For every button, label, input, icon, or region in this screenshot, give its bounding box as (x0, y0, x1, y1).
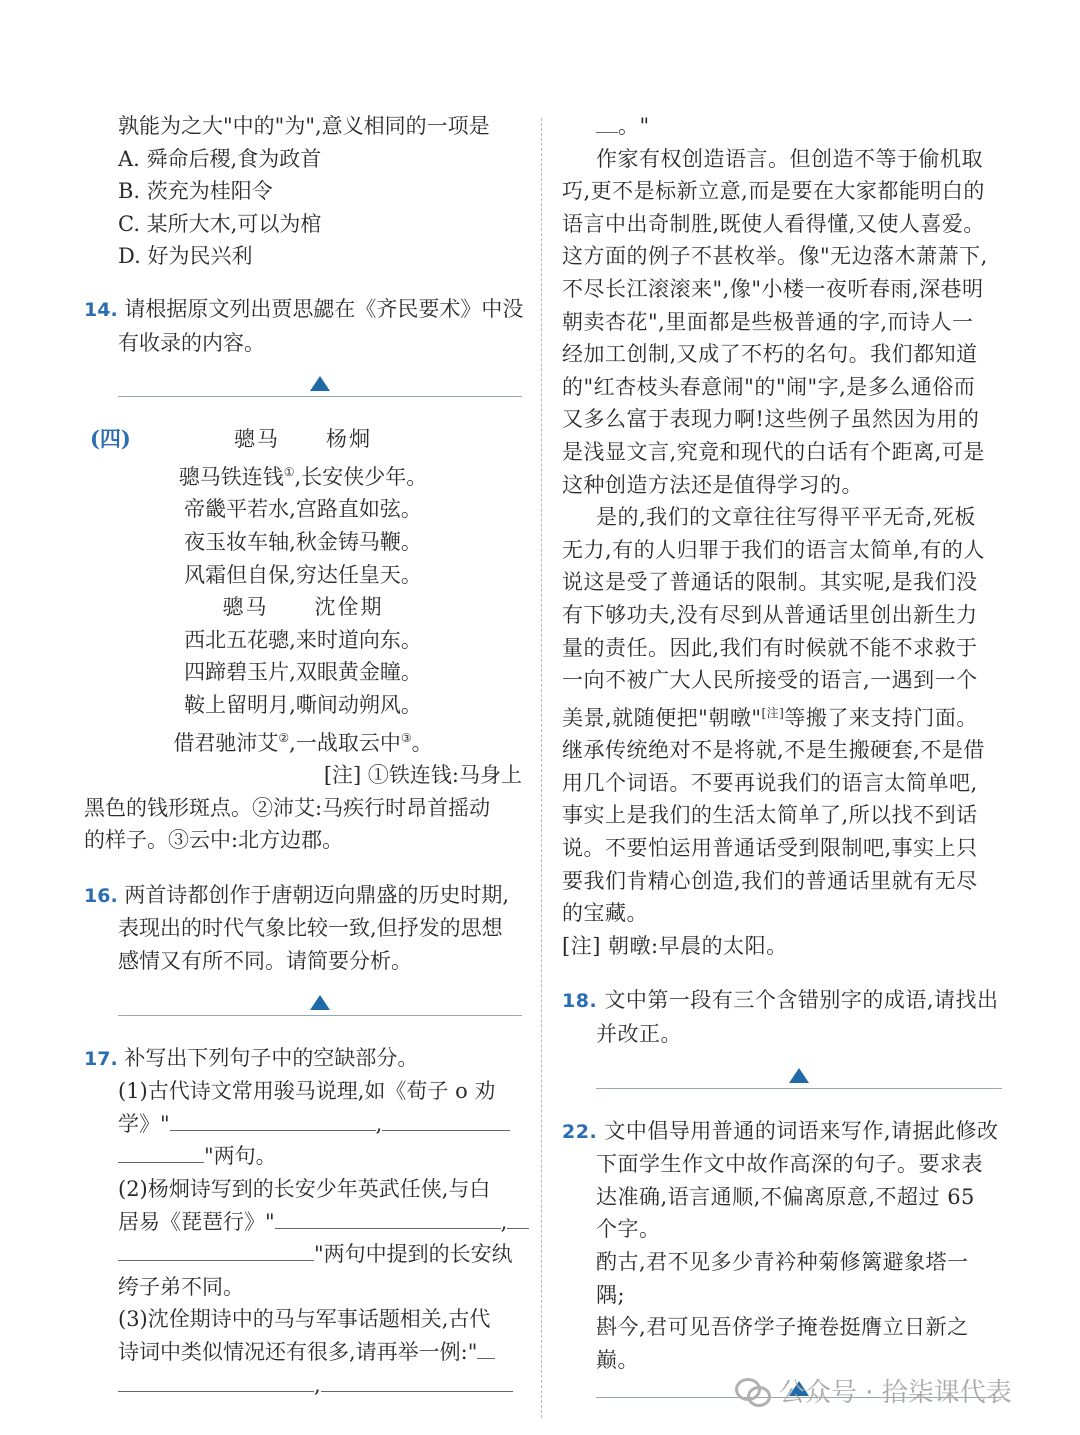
para2-line-9: 用几个词语。不要再说我们的语言太简单吧, (562, 770, 978, 795)
q17-p2-line-3: "两句中提到的长安纨 (84, 1238, 522, 1271)
answer-triangle-icon (310, 376, 330, 391)
q17-p1-line-3: "两句。 (84, 1140, 522, 1173)
para1-line-3: 语言中出奇制胜,既使人看得懂,又使人喜爱。 (562, 211, 985, 236)
watermark-text: 公众号 · 拾柒课代表 (779, 1378, 1012, 1408)
para1-line-9: 又多么富于表现力啊!这些例子虽然因为用的 (562, 407, 980, 432)
note-line-2: 黑色的钱形斑点。②沛艾:马疾行时昂首摇动 (84, 795, 491, 820)
poem2-title: 骢马 沈佺期 (222, 595, 384, 620)
para1-line-1: 作家有权创造语言。但创造不等于偷机取 (596, 146, 983, 171)
para2-line-13: 的宝藏。 (562, 901, 648, 926)
q17-p1-line-2: 学》" , (84, 1108, 522, 1141)
q13-option-b: B. 茨充为桂阳令 (118, 179, 273, 204)
q13-option-d: D. 好为民兴利 (118, 244, 253, 269)
column-divider (541, 118, 542, 1418)
section-tag: (四) (90, 426, 131, 452)
poem2-line-1: 西北五花骢,来时道向东。 (184, 627, 422, 652)
q17-blank-6[interactable] (118, 1238, 314, 1261)
para2-line-2: 无力,有的人归罪于我们的语言太简单,有的人 (562, 537, 985, 562)
q17-p2-line-2: 居易《琵琶行》" , (84, 1206, 522, 1239)
q17-p3-line-1: (3)沈佺期诗中的马与军事话题相关,古代 (118, 1307, 491, 1332)
note-line-1: [注] ①铁连钱:马身上 (323, 763, 522, 788)
q18-line-2: 并改正。 (596, 1022, 682, 1047)
para1-line-8: 的"红杏枝头春意闹"的"闹"字,是多么通俗而 (562, 374, 976, 399)
para2-line-7: 美景,就随便把"朝暾"[注]等搬了来支持门面。 (562, 705, 978, 730)
q17-blank-2[interactable] (382, 1108, 510, 1131)
para2-line-5: 量的责任。因此,我们有时候就不能不求救于 (562, 635, 978, 660)
poem1-line-4: 风霜但自保,穷达任皇天。 (184, 562, 422, 587)
poem2-line-3: 鞍上留明月,嘶间动朔风。 (184, 692, 422, 717)
q22-number: 22. (562, 1120, 598, 1143)
para2-line-10: 事实上是我们的生活太简单了,所以找不到话 (562, 803, 978, 828)
q16-line-2: 表现出的时代气象比较一致,但抒发的思想 (118, 916, 503, 941)
para2-line-12: 要我们肯精心创造,我们的普通话里就有无尽 (562, 868, 978, 893)
q16-line-3: 感情又有所不同。请简要分析。 (118, 949, 412, 974)
q16-number: 16. (84, 884, 118, 907)
q17-blank-5[interactable] (507, 1206, 529, 1229)
right-column (562, 110, 1002, 1398)
q17-blank-3[interactable] (118, 1140, 204, 1163)
q17-blank-9[interactable] (321, 1369, 513, 1392)
wechat-icon (735, 1376, 771, 1406)
q14-line-1: 14. 请根据原文列出贾思勰在《齐民要术》中没 (84, 296, 524, 321)
para1-line-10: 是浅显文言,究竟和现代的白话有个距离,可是 (562, 439, 985, 464)
section-four (84, 423, 522, 857)
q22-line-3: 达准确,语言通顺,不偏离原意,不超过 65 (596, 1184, 975, 1209)
para2-line-6: 一向不被广大人民所接受的语言,一遇到一个 (562, 668, 978, 693)
q17-p3-line-3: , (84, 1369, 522, 1402)
q18-line-1: 18. 文中第一段有三个含错别字的成语,请找出 (562, 988, 999, 1013)
answer-triangle-icon (789, 1068, 809, 1083)
q18-answer-area[interactable] (596, 1051, 1002, 1089)
q17-p1-line-1: (1)古代诗文常用骏马说理,如《荀子 o 劝 (118, 1079, 496, 1104)
answer-triangle-icon (310, 995, 330, 1010)
para1-line-6: 朝卖杏花",里面都是些极普通的字,而诗人一 (562, 309, 974, 334)
q22-line-5: 酌古,君不见多少青衿种菊修篱避象塔一 (596, 1250, 969, 1274)
note-line-3: 的样子。③云中:北方边郡。 (84, 828, 344, 853)
q13-option-c: C. 某所大木,可以为棺 (118, 211, 322, 236)
q22-line-6: 隅; (596, 1282, 626, 1307)
q22-line-4: 个字。 (596, 1217, 661, 1242)
q13-stem-tail: 孰能为之大"中的"为",意义相同的一项是 (118, 114, 490, 138)
para2-line-8: 继承传统绝对不是将就,不是生搬硬套,不是借 (562, 738, 985, 763)
poem1-line-3: 夜玉妆车轴,秋金铸马鞭。 (184, 529, 422, 554)
q17-p2-line-1: (2)杨炯诗写到的长安少年英武任侠,与白 (118, 1177, 491, 1202)
left-column (84, 110, 522, 1401)
q14-answer-area[interactable] (118, 359, 522, 397)
q22-line-1: 22. 文中倡导用普通的词语来写作,请据此修改 (562, 1118, 999, 1143)
para2-line-1: 是的,我们的文章往往写得平平无奇,死板 (596, 505, 976, 530)
q16-answer-area[interactable] (118, 978, 522, 1016)
para2-line-3: 说这是受了普通话的限制。其实呢,是我们没 (562, 570, 978, 595)
q17-blank-8[interactable] (118, 1369, 314, 1392)
passage-note: [注] 朝暾:早晨的太阳。 (562, 933, 788, 958)
q17-line-1: 17. 补写出下列句子中的空缺部分。 (84, 1045, 419, 1070)
q22-line-7: 斟今,君可见吾侪学子掩卷挺膺立日新之 (596, 1315, 969, 1340)
para1-line-2: 巧,更不是标新立意,而是要在大家都能明白的 (562, 179, 985, 204)
poem2-line-4: 借君驰沛艾②,一战取云中③。 (173, 730, 433, 755)
q17-number: 17. (84, 1047, 118, 1070)
poem1-title: 骢马 杨炯 (234, 427, 372, 452)
poem2-line-2: 四蹄碧玉片,双眼黄金瞳。 (184, 660, 422, 685)
carry-over-blank[interactable] (596, 110, 618, 133)
para1-line-7: 经加工创制,又成了不朽的名句。我们都知道 (562, 342, 978, 367)
para2-line-11: 说。不要怕运用普通话受到限制吧,事实上只 (562, 836, 978, 861)
top-tail-line: 。" (562, 110, 1002, 143)
q17-blank-4[interactable] (275, 1206, 501, 1229)
q14-line-2: 有收录的内容。 (118, 330, 265, 355)
q18-number: 18. (562, 990, 598, 1013)
para1-line-11: 这种创造方法还是值得学习的。 (562, 472, 863, 497)
q14-number: 14. (84, 298, 118, 321)
watermark (735, 1372, 1012, 1409)
para2-line-4: 有下够功夫,没有尽到从普通话里创出新生力 (562, 602, 978, 627)
para1-line-4: 这方面的例子不甚枚举。像"无边落木萧萧下, (562, 244, 988, 269)
q13-option-a: A. 舜命后稷,食为政首 (118, 146, 322, 171)
q22-line-8: 巅。 (596, 1347, 639, 1372)
q16-line-1: 16. 两首诗都创作于唐朝迈向鼎盛的历史时期, (84, 882, 510, 907)
poem1-line-2: 帝畿平若水,宫路直如弦。 (184, 497, 422, 522)
q17-p3-line-2: 诗词中类似情况还有很多,请再举一例:" (84, 1336, 522, 1369)
q17-blank-1[interactable] (170, 1108, 376, 1131)
poem1-line-1: 骢马铁连钱①,长安侠少年。 (178, 464, 428, 489)
para1-line-5: 不尽长江滚滚来",像"小楼一夜听春雨,深巷明 (562, 276, 984, 301)
q22-line-2: 下面学生作文中故作高深的句子。要求表 (596, 1152, 983, 1177)
q17-blank-7[interactable] (477, 1336, 495, 1359)
q17-p2-line-4: 绔子弟不同。 (118, 1274, 244, 1299)
